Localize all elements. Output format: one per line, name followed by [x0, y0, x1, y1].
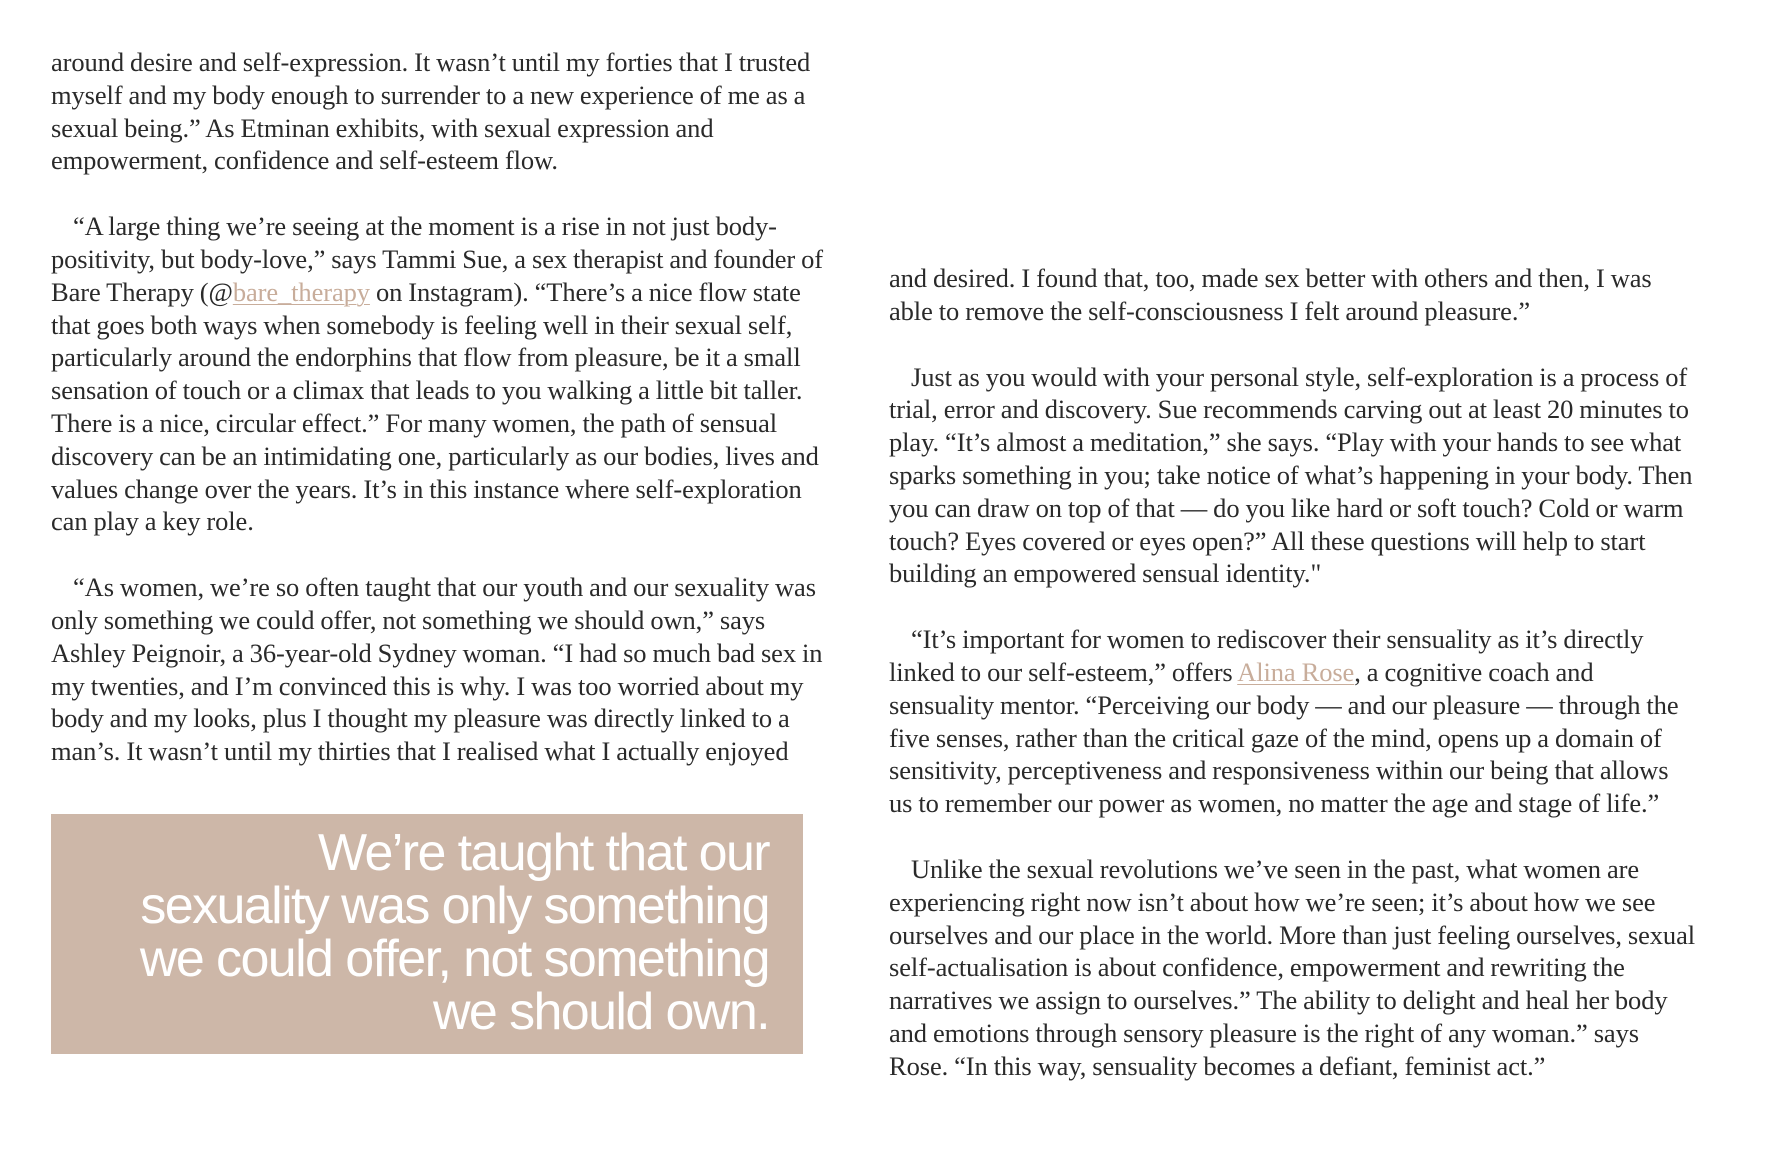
alina-rose-link[interactable]: Alina Rose [1237, 656, 1355, 687]
paragraph-tammi-sue-quote [51, 210, 831, 538]
article-right-column [889, 262, 1697, 1116]
paragraph-text: “It’s important for women to rediscover their sensuality as it’s directly linked to our self-esteem,” offers [889, 624, 1644, 687]
paragraph-ashley-peignoir-quote: “As women, we’re so often taught that our youth and our sexuality was only something we could offer, not something we should own,” says Ashley Peignoir, a 36-year-old Sydney woman. “I had so much bad sex in my twenties, and I’m convinced this is why. I was too worried about my body and my looks, plus I thought my pleasure was directly linked to a man’s. It wasn’t until my thirties that I realised what I actually enjoyed [51, 572, 823, 767]
pull-quote-text [69, 824, 769, 1041]
pull-quote-box [51, 814, 803, 1054]
pull-quote-line: sexuality was only something [140, 877, 769, 935]
paragraph-text: “A large thing we’re seeing at the moment is a rise in not just body-positivity, but body-love,” says Tammi Sue, a sex therapist and founder of Bare Therapy (@ [51, 211, 824, 307]
article-left-column [51, 46, 831, 801]
pull-quote-line: We’re taught that our [317, 824, 769, 882]
paragraph-text: , a cognitive coach and sensuality mentor. “Perceiving our body — and our pleasure — through the five senses, rather than the critical gaze of the mind, opens up a domain of sensitivity, perceptiveness and responsiveness within our being that allows us to remember our power as women, no matter the age and stage of life.” [889, 656, 1679, 819]
paragraph-self-exploration: Just as you would with your personal style, self-exploration is a process of trial, error and discovery. Sue recommends carving out at least 20 minutes to play. “It’s almost a meditation,” she says. “Play with your hands to see what sparks something in you; take notice of what’s happening in your body. Then you can draw on top of that — do you like hard or soft touch? Cold or warm touch? Eyes covered or eyes open?” All these questions will help to start building an empowered sensual identity." [889, 361, 1693, 589]
paragraph-sexual-revolutions: Unlike the sexual revolutions we’ve seen in the past, what women are experiencing right now isn’t about how we’re seen; it’s about how we see ourselves and our place in the world. More than just feeling ourselves, sexual self-actualisation is about confidence, empowerment and rewriting the narratives we assign to ourselves.” The ability to delight and heal her body and emotions through sensory pleasure is the right of any woman.” says Rose. “In this way, sensuality becomes a defiant, feminist act.” [889, 853, 1696, 1081]
paragraph-alina-rose-quote [889, 623, 1697, 820]
bare-therapy-instagram-link[interactable]: bare_therapy [232, 276, 370, 307]
pull-quote-line: we should own. [432, 983, 769, 1041]
paragraph-ashley-continued: and desired. I found that, too, made sex better with others and then, I was able to remove the self-consciousness I felt around pleasure.” [889, 263, 1652, 326]
paragraph-text: on Instagram). “There’s a nice flow state that goes both ways when somebody is feeling well in their sexual self, particularly around the endorphins that flow from pleasure, be it a small sensation of touch or a climax that leads to you walking a little bit taller. There is a nice, circular effect.” For many women, the path of sensual discovery can be an intimidating one, particularly as our bodies, lives and values change over the years. It’s in this instance where self-exploration can play a key role. [51, 276, 819, 537]
pull-quote-line: we could offer, not something [139, 930, 769, 988]
paragraph-etminan-conclusion: around desire and self-expression. It wasn’t until my forties that I trusted myself and my body enough to surrender to a new experience of me as a sexual being.” As Etminan exhibits, with sexual expression and empowerment, confidence and self-esteem flow. [51, 47, 811, 176]
